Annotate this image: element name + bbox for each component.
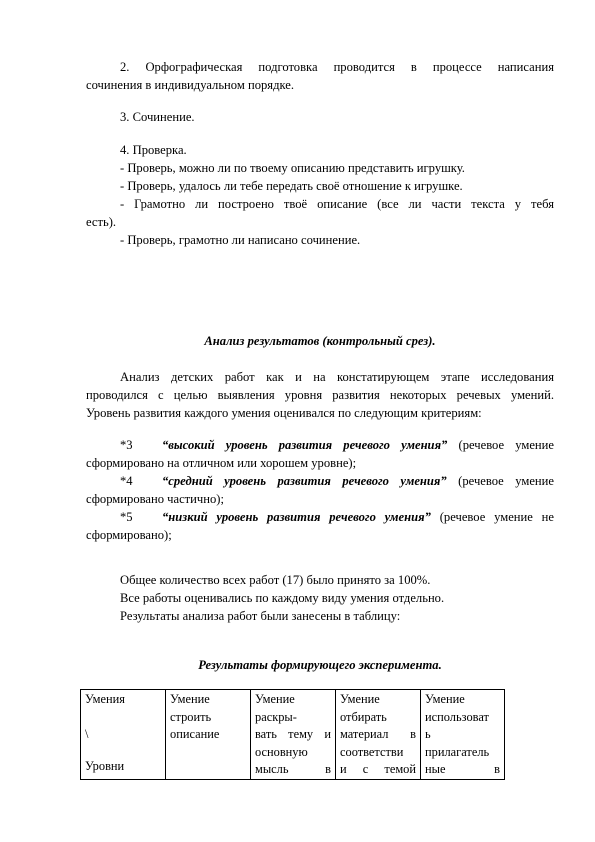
criterion-desc-cont: сформировано на отличном или хорошем уровне); xyxy=(86,456,357,470)
step-2-line-1: 2. Орфографическая подготовка проводится в процессе написания xyxy=(120,60,554,74)
criterion-mark: *4 xyxy=(120,474,133,488)
header-text: прилагатель xyxy=(425,744,490,759)
check-item-2: - Проверь, удалось ли тебе передать своё отношение к игрушке. xyxy=(120,179,463,193)
header-text: мысль в xyxy=(255,762,331,776)
header-backslash: \ xyxy=(85,727,89,741)
header-text: соответстви xyxy=(340,744,404,759)
total-works: Общее количество всех работ (17) было принято за 100%. xyxy=(120,573,431,587)
header-cell-material xyxy=(336,690,421,780)
results-heading: Результаты формирующего эксперимента. xyxy=(198,658,442,672)
header-text: ные в xyxy=(425,762,500,776)
check-item-3-line-2: есть). xyxy=(86,215,117,229)
header-text: Умение xyxy=(170,692,210,706)
header-cell-describe xyxy=(166,690,251,780)
criterion-desc-cont: сформировано); xyxy=(86,528,172,542)
analysis-heading: Анализ результатов (контрольный срез). xyxy=(204,334,436,348)
step-3: 3. Сочинение. xyxy=(120,110,195,124)
header-skills: Умения xyxy=(85,692,125,706)
step-4-title: 4. Проверка. xyxy=(120,143,187,157)
header-text: основную xyxy=(255,744,308,759)
header-text: раскры- xyxy=(255,709,297,724)
check-item-3-line-1: - Грамотно ли построено твоё описание (все ли части текста у тебя xyxy=(120,197,554,211)
analysis-line-1: Анализ детских работ как и на констатирующем этапе исследования xyxy=(120,370,554,384)
criterion-low xyxy=(86,508,554,544)
evaluated-separately: Все работы оценивались по каждому виду умения отдельно. xyxy=(120,591,445,605)
results-table xyxy=(80,689,505,780)
analysis-line-2: проводился с целью выявления уровня развития некоторых речевых умений. xyxy=(86,388,554,402)
check-item-1: - Проверь, можно ли по твоему описанию представить игрушку. xyxy=(120,161,465,175)
criterion-level: “средний уровень развития речевого умения” xyxy=(162,474,447,488)
criterion-high xyxy=(86,436,554,472)
table-header-row xyxy=(81,690,505,780)
header-text: Умение xyxy=(425,692,465,706)
header-text: отбирать xyxy=(340,709,387,724)
header-text: Умение xyxy=(255,692,295,706)
analysis-line-3: Уровень развития каждого умения оценивался по следующим критериям: xyxy=(86,406,482,420)
check-item-4: - Проверь, грамотно ли написано сочинение. xyxy=(120,233,361,247)
header-text: вать тему и xyxy=(255,727,331,741)
header-text: строить xyxy=(170,709,212,724)
criterion-level: “высокий уровень развития речевого умения” xyxy=(162,438,448,452)
criterion-desc: (речевое умение xyxy=(446,474,554,488)
header-text: материал в xyxy=(340,727,416,741)
criterion-desc: (речевое умение не xyxy=(430,510,555,524)
header-text: и с темой xyxy=(340,762,416,776)
header-cell-theme xyxy=(251,690,336,780)
criterion-desc: (речевое умение xyxy=(447,438,554,452)
step-2-line-2: сочинения в индивидуальном порядке. xyxy=(86,78,295,92)
header-cell-skills-levels xyxy=(81,690,166,780)
criterion-mark: *3 xyxy=(120,438,133,452)
criterion-medium xyxy=(86,472,554,508)
criterion-desc-cont: сформировано частично); xyxy=(86,492,224,506)
criterion-mark: *5 xyxy=(120,510,133,524)
header-text: использоват xyxy=(425,709,489,724)
header-text: Умение xyxy=(340,692,380,706)
header-text: ь xyxy=(425,727,431,741)
table-intro: Результаты анализа работ были занесены в таблицу: xyxy=(120,609,401,623)
criterion-level: “низкий уровень развития речевого умения” xyxy=(162,510,431,524)
header-text: описание xyxy=(170,727,220,741)
header-levels: Уровни xyxy=(85,758,125,773)
header-cell-adjectives xyxy=(421,690,505,780)
